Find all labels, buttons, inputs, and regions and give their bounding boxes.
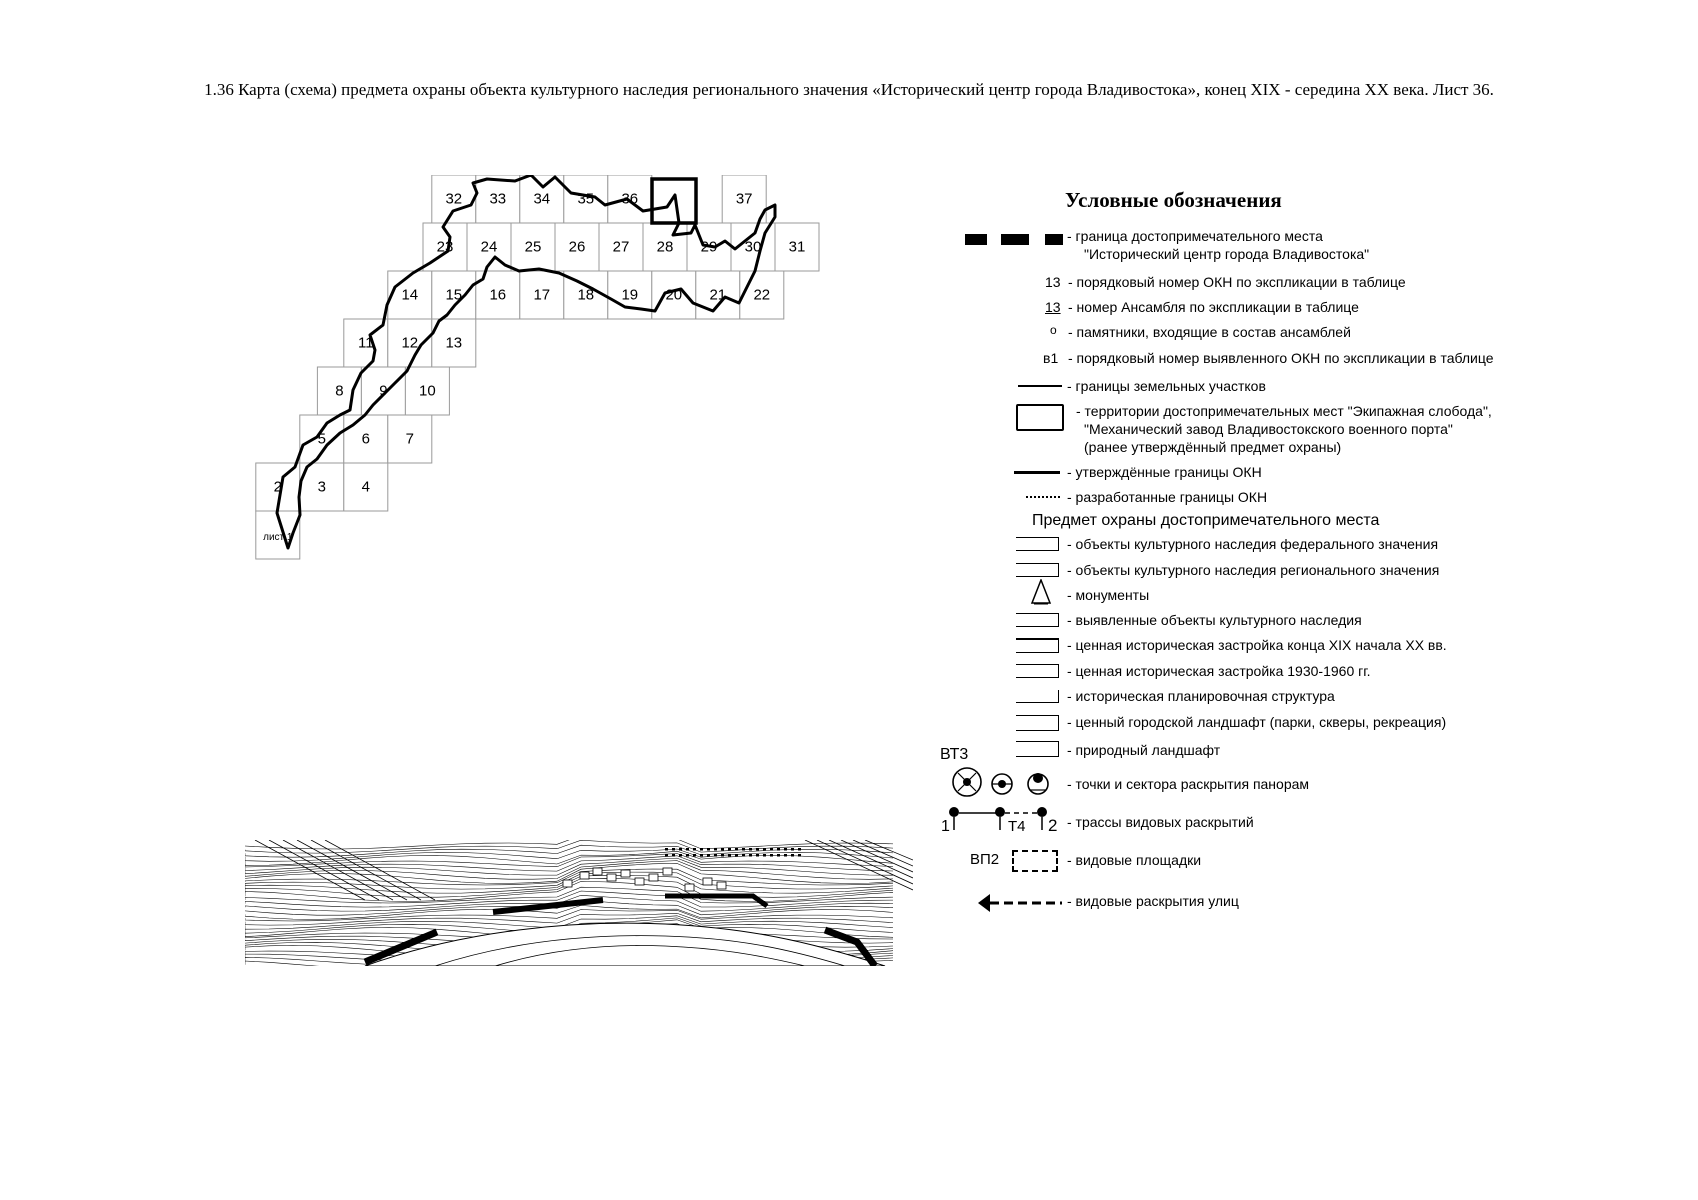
- legend-monuments-in-ensemble: - памятники, входящие в состав ансамблей: [1068, 324, 1351, 340]
- building-footprint: [714, 848, 717, 851]
- building-footprint: [728, 848, 731, 851]
- sheet-cell-label: 6: [361, 430, 370, 448]
- legend-symbol-valuable-19-20: [1016, 638, 1059, 653]
- legend-viewing-platforms: - видовые площадки: [1067, 852, 1202, 868]
- sheet-cell-label: 15: [445, 286, 463, 304]
- building-footprint: [777, 848, 780, 851]
- building-footprint: [686, 848, 689, 851]
- sheet-grid: [256, 175, 819, 559]
- contour-line: [245, 840, 893, 853]
- building-footprint: [756, 854, 759, 857]
- sheet-cell-label: 13: [445, 334, 463, 352]
- sheet-cell-label: 2: [273, 478, 282, 496]
- sheet-index-map: [255, 175, 835, 575]
- legend-territories-line2: "Механический завод Владивостокского военного порта": [1084, 421, 1453, 437]
- sheet-cell-label: 28: [656, 238, 674, 256]
- building-outline: [717, 882, 726, 889]
- building-footprint: [700, 854, 703, 857]
- current-sheet-marker: [652, 179, 696, 223]
- building-footprint: [707, 854, 710, 857]
- legend-symbol-planning: [1016, 690, 1059, 703]
- contour-line: [245, 905, 893, 919]
- street-edge-line: [865, 840, 913, 860]
- building-footprint: [763, 854, 766, 857]
- building-outline: [635, 878, 644, 885]
- building-footprint: [679, 854, 682, 857]
- legend-symbol-federal: [1016, 537, 1059, 551]
- building-footprint: [665, 848, 668, 851]
- building-outline: [703, 878, 712, 885]
- legend-monuments-triangle: - монументы: [1067, 587, 1150, 603]
- sheet-cell-label: 12: [401, 334, 419, 352]
- legend-ensemble-number: - номер Ансамбля по экспликации в таблице: [1068, 299, 1359, 315]
- building-footprint: [679, 848, 682, 851]
- sheet-cell-label: 26: [568, 238, 586, 256]
- legend-symbol-developed-bounds: [1026, 496, 1060, 498]
- legend-view-route-start: 1: [941, 818, 950, 835]
- legend-symbol-valuable-1930: [1016, 664, 1059, 678]
- sheet-cell-label: 22: [753, 286, 771, 304]
- legend-valuable-1930: - ценная историческая застройка 1930-1960 гг.: [1067, 663, 1371, 679]
- legend-territories-line1: - территории достопримечательных мест "Экипажная слобода",: [1076, 403, 1492, 419]
- building-footprint: [721, 854, 724, 857]
- building-footprint: [770, 854, 773, 857]
- legend-subheading: Предмет охраны достопримечательного места: [1032, 512, 1380, 529]
- building-outline: [663, 868, 672, 875]
- sheet-cell-label: 17: [533, 286, 551, 304]
- sheet-cell-label: 24: [480, 238, 498, 256]
- street-edge-line: [325, 840, 435, 900]
- building-footprint: [714, 854, 717, 857]
- sheet-cell-label: 31: [788, 238, 806, 256]
- building-footprint: [672, 848, 675, 851]
- viewing-platform-icon: [1012, 850, 1058, 872]
- sheet-cell-label: 23: [436, 238, 454, 256]
- legend-panorama-points: - точки и сектора раскрытия панорам: [1067, 776, 1310, 792]
- legend-symbol-revealed-objects: [1016, 613, 1059, 627]
- sheet-cell-label: 33: [489, 190, 507, 208]
- legend-developed-bounds: - разработанные границы ОКН: [1067, 489, 1268, 505]
- legend-symbol-monuments-in-ensemble: о: [1050, 323, 1057, 337]
- building-footprint: [665, 854, 668, 857]
- building-footprint: [791, 848, 794, 851]
- sheet-cell-label: 19: [621, 286, 639, 304]
- sheet-cell-label: 5: [317, 430, 326, 448]
- district-boundary-segment: [665, 896, 767, 906]
- panorama-points-icon: [950, 764, 1060, 800]
- legend-symbol-place-boundary: [965, 232, 1063, 243]
- legend-symbol-approved-bounds: [1014, 471, 1060, 474]
- legend-federal: - объекты культурного наследия федерального значения: [1067, 536, 1439, 552]
- street-view-arrow-icon: [978, 893, 1062, 913]
- legend-approved-bounds: - утверждённые границы ОКН: [1067, 464, 1262, 480]
- sheet-cell-label: 21: [709, 286, 727, 304]
- page-title: 1.36 Карта (схема) предмета охраны объекта культурного наследия регионального значения «Исторический центр города Владивостока», конец XIX - середина XX века. Лист 36.: [204, 80, 1494, 99]
- legend-territories-line3: (ранее утверждённый предмет охраны): [1084, 439, 1342, 455]
- legend-symbol-territories: [1016, 404, 1064, 431]
- building-footprint: [735, 848, 738, 851]
- building-footprint: [686, 854, 689, 857]
- map-fragment: [245, 840, 913, 966]
- building-footprint: [728, 854, 731, 857]
- building-footprint: [763, 848, 766, 851]
- map-fragment-drawing: [245, 840, 913, 966]
- building-footprint: [749, 854, 752, 857]
- legend-okn-number: - порядковый номер ОКН по экспликации в таблице: [1068, 274, 1406, 290]
- sheet-cell-label: 32: [445, 190, 463, 208]
- sheet-cell-label: 27: [612, 238, 630, 256]
- building-footprint: [672, 854, 675, 857]
- sheet-cell-label: 30: [744, 238, 762, 256]
- sheet-cell-label: 10: [419, 382, 436, 400]
- legend-panorama-code: ВТ3: [940, 746, 969, 763]
- legend-land-plots: - границы земельных участков: [1067, 378, 1266, 394]
- building-outline: [621, 870, 630, 877]
- sheet-cell-label: 11: [358, 334, 374, 352]
- legend-street-views: - видовые раскрытия улиц: [1067, 893, 1239, 909]
- building-outline: [593, 868, 602, 875]
- building-outline: [580, 872, 589, 879]
- legend-symbol-okn-number: 13: [1045, 274, 1061, 290]
- legend-symbol-regional: [1016, 563, 1059, 577]
- sheet-cell-label: 35: [577, 190, 595, 208]
- building-outline: [685, 884, 694, 891]
- legend-title: Условные обозначения: [1065, 188, 1282, 212]
- sheet-cell-label: 34: [533, 190, 551, 208]
- sheet-cell-label: 7: [405, 430, 414, 448]
- legend-revealed-objects: - выявленные объекты культурного наследия: [1067, 612, 1362, 628]
- sheet-cell-label: 9: [379, 382, 388, 400]
- legend-symbol-revealed-number: в1: [1043, 350, 1059, 366]
- sheet-cell-label: 29: [700, 238, 718, 256]
- building-footprint: [791, 854, 794, 857]
- building-footprint: [693, 854, 696, 857]
- sheet-cell-label: 25: [524, 238, 542, 256]
- legend-symbol-landscape-city: [1016, 715, 1059, 731]
- building-footprint: [707, 848, 710, 851]
- contour-line: [245, 887, 893, 903]
- sheet-cell-label: 16: [489, 286, 507, 304]
- building-footprint: [770, 848, 773, 851]
- legend-landscape-natural: - природный ландшафт: [1067, 742, 1221, 758]
- building-footprint: [777, 854, 780, 857]
- legend-view-route-code: Т4: [1008, 818, 1026, 835]
- building-footprint: [784, 848, 787, 851]
- sheet-cell-label: лист 1: [263, 531, 293, 543]
- sheet-cell-label: 14: [401, 286, 419, 304]
- legend-landscape-city: - ценный городской ландшафт (парки, скверы, рекреация): [1067, 714, 1447, 730]
- legend-place-boundary-line1: - граница достопримечательного места: [1067, 228, 1323, 244]
- sheet-cell-label: 8: [335, 382, 344, 400]
- building-footprint: [798, 854, 801, 857]
- building-outline: [563, 880, 572, 887]
- sheet-cell-label: 36: [621, 190, 639, 208]
- legend-viewing-code: ВП2: [970, 851, 1000, 868]
- legend-view-route-end: 2: [1048, 816, 1058, 835]
- building-footprint: [742, 848, 745, 851]
- building-footprint: [721, 848, 724, 851]
- building-footprint: [784, 854, 787, 857]
- building-footprint: [742, 854, 745, 857]
- legend-planning: - историческая планировочная структура: [1067, 688, 1335, 704]
- sheet-cell-label: 3: [317, 478, 326, 496]
- legend-place-boundary-line2: "Исторический центр города Владивостока": [1084, 246, 1370, 262]
- legend-symbol-ensemble-number: 13: [1045, 299, 1061, 315]
- legend-symbol-monument-triangle: [1030, 579, 1052, 605]
- legend-view-routes: - трассы видовых раскрытий: [1067, 814, 1254, 830]
- legend-symbol-land-plots: [1018, 385, 1062, 387]
- legend-revealed-number: - порядковый номер выявленного ОКН по экспликации в таблице: [1068, 350, 1494, 366]
- building-footprint: [735, 854, 738, 857]
- building-footprint: [798, 848, 801, 851]
- legend-valuable-19-20: - ценная историческая застройка конца XIX начала XX вв.: [1067, 637, 1447, 653]
- building-footprint: [700, 848, 703, 851]
- building-footprint: [749, 848, 752, 851]
- building-outline: [607, 874, 616, 881]
- sheet-cell-label: 18: [577, 286, 595, 304]
- building-footprint: [756, 848, 759, 851]
- view-routes-icon: [940, 806, 1060, 836]
- sheet-cell-label: 4: [361, 478, 370, 496]
- street-edge-line: [853, 840, 913, 866]
- legend-regional: - объекты культурного наследия регионального значения: [1067, 562, 1440, 578]
- building-outline: [649, 874, 658, 881]
- sheet-cell-label: 20: [665, 286, 683, 304]
- legend-symbol-landscape-natural: [1016, 741, 1059, 757]
- sheet-cell-label: 37: [735, 190, 753, 208]
- building-footprint: [693, 848, 696, 851]
